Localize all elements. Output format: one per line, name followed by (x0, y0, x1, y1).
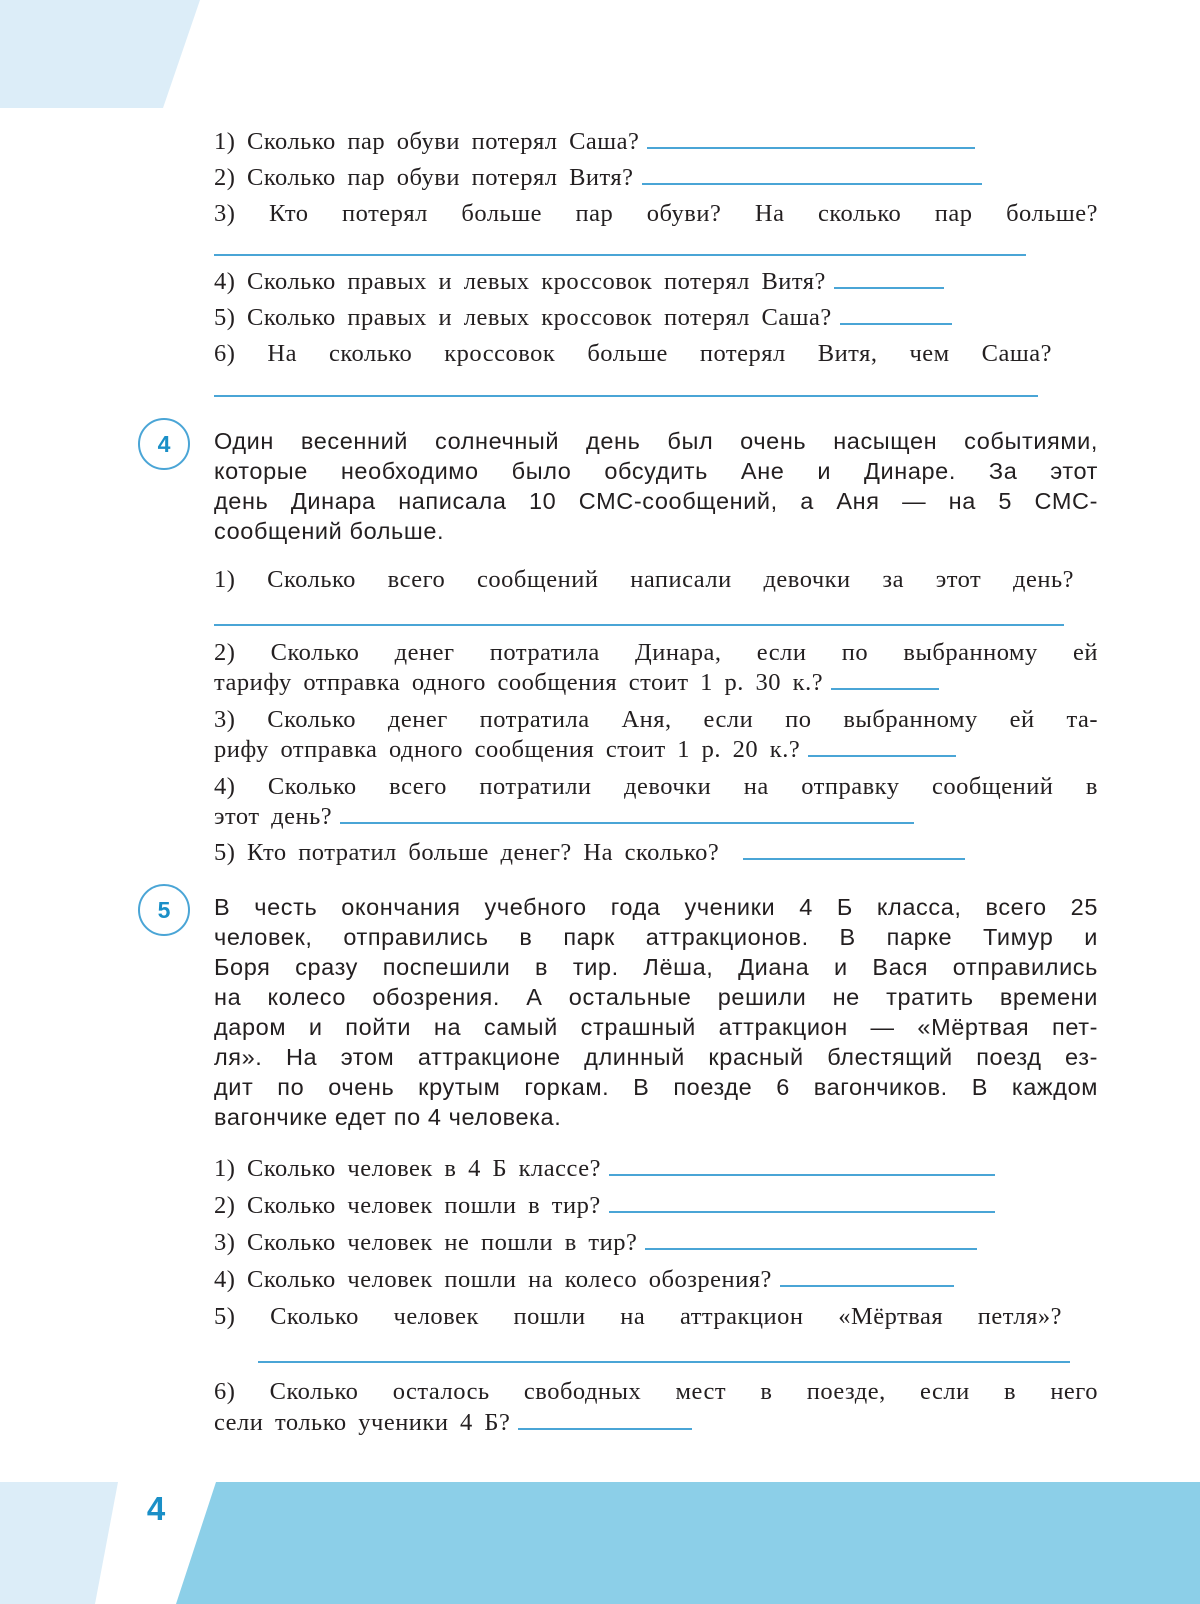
question-5-6-cont: сели только ученики 4 Б? (214, 1408, 692, 1438)
question-5-4: 4) Сколько человек пошли на колесо обозрения? (214, 1265, 954, 1295)
question-1-4: 4) Сколько правых и левых кроссовок потерял Витя? (214, 267, 944, 297)
answer-line[interactable] (642, 183, 982, 185)
answer-line[interactable] (743, 858, 965, 860)
answer-line[interactable] (808, 755, 956, 757)
question-1-5: 5) Сколько правых и левых кроссовок потерял Саша? (214, 303, 952, 333)
question-4-5: 5) Кто потратил больше денег? На сколько? (214, 838, 965, 868)
question-5-6: 6) Сколько осталось свободных мест в поезде, если в него (214, 1378, 1098, 1405)
task-4-text: Один весенний солнечный день был очень насыщен событиями, которые необходимо было обсудить Ане и Динаре. За этот день Динара написала 10 СМС-сообщений, а Аня — на 5 СМС- сообщений больше. (214, 428, 1098, 544)
answer-line[interactable] (214, 624, 1064, 626)
task-5-text: В честь окончания учебного года ученики 4 Б класса, всего 25 человек, отправились в парк аттракционов. В парке Тимур и Боря сразу поспешили в тир. Лёша, Диана и Вася отправились на колесо обозрения. А остальные решили не тратить времени даром и пойти на самый страшный аттракцион — «Мёртвая пет- ля». На этом аттракционе длинный красный блестящий поезд ез- дит по очень крутым горкам. В поезде 6 вагончиков. В каждом вагончике едет по 4 человека. (214, 894, 1098, 1130)
question-4-2-cont: тарифу отправка одного сообщения стоит 1 р. 30 к.? (214, 668, 939, 698)
answer-line[interactable] (258, 1361, 1070, 1363)
question-4-4: 4) Сколько всего потратили девочки на отправку сообщений в (214, 773, 1098, 800)
task-number-badge: 5 (138, 884, 190, 936)
question-4-4-cont: этот день? (214, 802, 914, 832)
question-4-3-cont: рифу отправка одного сообщения стоит 1 р. 20 к.? (214, 735, 956, 765)
question-4-2: 2) Сколько денег потратила Динара, если по выбранному ей (214, 639, 1098, 666)
question-1-6: 6) На сколько кроссовок больше потерял Витя, чем Саша? (214, 340, 1052, 367)
answer-line[interactable] (645, 1248, 977, 1250)
answer-line[interactable] (647, 147, 975, 149)
answer-line[interactable] (609, 1174, 995, 1176)
answer-line[interactable] (214, 254, 1026, 256)
answer-line[interactable] (518, 1428, 692, 1430)
answer-line[interactable] (834, 287, 944, 289)
question-5-1: 1) Сколько человек в 4 Б классе? (214, 1154, 995, 1184)
page-number: 4 (146, 1490, 166, 1527)
footer-band (0, 1482, 1200, 1604)
question-1-3: 3) Кто потерял больше пар обуви? На сколько пар больше? (214, 200, 1098, 227)
answer-line[interactable] (214, 395, 1038, 397)
corner-decoration (0, 0, 210, 108)
answer-line[interactable] (831, 688, 939, 690)
question-4-1: 1) Сколько всего сообщений написали девочки за этот день? (214, 566, 1074, 593)
answer-line[interactable] (340, 822, 914, 824)
answer-line[interactable] (609, 1211, 995, 1213)
question-4-3: 3) Сколько денег потратила Аня, если по выбранному ей та- (214, 706, 1098, 733)
answer-line[interactable] (780, 1285, 954, 1287)
task-number-badge: 4 (138, 418, 190, 470)
question-1-1: 1) Сколько пар обуви потерял Саша? (214, 127, 975, 157)
question-5-3: 3) Сколько человек не пошли в тир? (214, 1228, 977, 1258)
question-5-5: 5) Сколько человек пошли на аттракцион «Мёртвая петля»? (214, 1303, 1062, 1330)
answer-line[interactable] (840, 323, 952, 325)
question-1-2: 2) Сколько пар обуви потерял Витя? (214, 163, 982, 193)
question-5-2: 2) Сколько человек пошли в тир? (214, 1191, 995, 1221)
